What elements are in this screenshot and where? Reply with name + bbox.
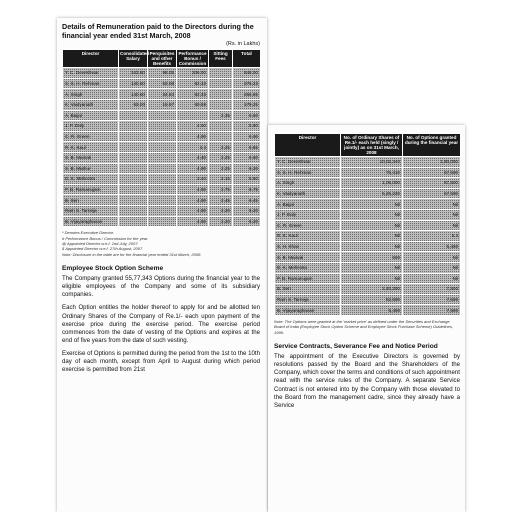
value-cell: 34.63 xyxy=(148,89,177,100)
column-header: No. of Ordinary Shares of Re.1/- each held (singly / jointly) as on 31st March, 2008 xyxy=(341,134,403,157)
value-cell: 98.05 xyxy=(148,68,177,79)
value-cell: 206.00 xyxy=(177,68,209,79)
value-cell xyxy=(148,142,177,153)
value-cell: 6.20 xyxy=(233,205,261,216)
remuneration-row xyxy=(63,216,261,227)
shareholding-note: Note: The Options were granted at the 'market price' as defined under the Securities and Exchange Board of India (Employee Stock Option Scheme and Employee Stock Purchase Scheme) Guidelines, 1999. xyxy=(274,318,453,335)
director-name-cell: B. Vijayaraghavan xyxy=(275,305,341,316)
value-cell: 75,410 xyxy=(341,167,403,178)
value-cell: Nil xyxy=(403,273,461,284)
director-name-cell: P. B. Ramanujam xyxy=(275,273,341,284)
column-header: Total xyxy=(233,50,261,68)
director-name-cell: S. B. Mathur xyxy=(63,163,119,174)
director-name-cell: B. Sen xyxy=(275,284,341,295)
value-cell: 6.20 xyxy=(233,163,261,174)
value-cell: 4.40 xyxy=(177,152,209,163)
footnote-line: Note: Disclosure in the table are for the financial year ended 31st March, 2008. xyxy=(62,251,202,257)
value-cell: 4.00 xyxy=(177,184,209,195)
director-name-cell: S. B. Mainak xyxy=(275,252,341,263)
remuneration-table xyxy=(62,49,261,227)
shareholding-row xyxy=(275,262,461,273)
value-cell xyxy=(209,89,233,100)
value-cell: Nil xyxy=(403,199,461,210)
value-cell xyxy=(119,152,148,163)
value-cell xyxy=(119,184,148,195)
value-cell: 2.75 xyxy=(209,184,233,195)
remuneration-row xyxy=(63,163,261,174)
value-cell: 82.33 xyxy=(177,78,209,89)
remuneration-row xyxy=(63,131,261,142)
value-cell: 2.25 xyxy=(209,142,233,153)
value-cell: 6.75 xyxy=(233,184,261,195)
director-name-cell: C. R. Green xyxy=(63,131,119,142)
column-header: Sitting Fees xyxy=(209,50,233,68)
value-cell: 5,4 xyxy=(403,231,461,242)
remuneration-row xyxy=(63,99,261,110)
shareholding-row xyxy=(275,294,461,305)
director-name-cell: A. Singh xyxy=(63,89,119,100)
value-cell: Nil xyxy=(403,252,461,263)
value-cell: 6.65 xyxy=(233,142,261,153)
shareholding-row xyxy=(275,273,461,284)
value-cell: 4.00 xyxy=(177,131,209,142)
value-cell: 2,40,200 xyxy=(341,284,403,295)
value-cell: 2.15 xyxy=(209,174,233,185)
director-name-cell: B. Sen xyxy=(63,195,119,206)
value-cell: 4.00 xyxy=(177,216,209,227)
service-contracts-title: Service Contracts, Severance Fee and Notice Period xyxy=(274,343,438,351)
shareholding-row xyxy=(275,157,461,168)
value-cell: 1,80,000 xyxy=(403,157,461,168)
remuneration-row xyxy=(63,121,261,132)
value-cell xyxy=(209,78,233,89)
value-cell: 1,05,000 xyxy=(341,178,403,189)
remuneration-row xyxy=(63,174,261,185)
footnote-line: $ Appointed Director w.e.f. 27th August, 2007. xyxy=(62,246,144,252)
column-header: Perquisites and other Benefits xyxy=(148,50,177,68)
value-cell xyxy=(119,205,148,216)
remuneration-row xyxy=(63,184,261,195)
value-cell: Nil xyxy=(341,262,403,273)
value-cell xyxy=(119,163,148,174)
value-cell: 53.08 xyxy=(148,78,177,89)
value-cell: 5.50 xyxy=(233,174,261,185)
director-name-cell: Y. C. Deveshwar xyxy=(63,68,119,79)
value-cell: 67,500 xyxy=(403,188,461,199)
value-cell xyxy=(148,131,177,142)
value-cell: 6.20 xyxy=(233,216,261,227)
director-name-cell: Ram S. Tarneja xyxy=(63,205,119,216)
value-cell: 52,500 xyxy=(341,294,403,305)
remuneration-row xyxy=(63,195,261,206)
director-name-cell: A. Baijal xyxy=(63,110,119,121)
shareholding-table xyxy=(274,133,461,316)
value-cell xyxy=(119,131,148,142)
value-cell: 10,02,340 xyxy=(341,157,403,168)
unit-label: (Rs. in Lakhs) xyxy=(226,41,260,48)
value-cell: 6.00 xyxy=(233,131,261,142)
director-name-cell: Y. C. Deveshwar xyxy=(275,157,341,168)
remuneration-heading: Details of Remuneration paid to the Directors during the financial year ended 31st March, 2008 xyxy=(62,22,254,40)
service-contracts-paragraph: The appointment of the Executive Directors is governed by resolutions passed by the Board and the Shareholders of the Company, which cover the terms and conditions of such appointment read with the service rules of the Company. A separate Service Contract is not entered into by the Company with those elevated to the Board from the management cadre, since they already have a Service xyxy=(274,353,460,409)
footnote-line: # Performance Bonus / Commission for the year. xyxy=(62,235,149,241)
director-name-cell: B. Vijayaraghavan xyxy=(63,216,119,227)
value-cell: 5.90 xyxy=(233,121,261,132)
value-cell: Nil xyxy=(341,231,403,242)
director-name-cell: S. S. H. Rehman xyxy=(63,78,119,89)
value-cell: 2.20 xyxy=(209,216,233,227)
shareholding-row xyxy=(275,252,461,263)
remuneration-row xyxy=(63,142,261,153)
value-cell: 5,25,220 xyxy=(341,188,403,199)
footnotes xyxy=(62,230,260,257)
value-cell: 67,500 xyxy=(403,167,461,178)
value-cell: 140.60 xyxy=(119,89,148,100)
esos-paragraph: Exercise of Options is permitted during the period from the 1st to the 10th day of each month, except from April to August during which period exercise is permitted from 21st xyxy=(62,349,260,374)
director-name-cell: K. Vaidyanath xyxy=(63,99,119,110)
value-cell: Nil xyxy=(403,209,461,220)
value-cell: 7,500 xyxy=(403,294,461,305)
shareholding-row xyxy=(275,220,461,231)
director-name-cell: S. B. Mainak xyxy=(63,152,119,163)
value-cell: 4.00 xyxy=(177,121,209,132)
value-cell xyxy=(148,152,177,163)
value-cell: Nil xyxy=(341,220,403,231)
value-cell xyxy=(148,195,177,206)
value-cell: 5,400 xyxy=(403,241,461,252)
value-cell: Nil xyxy=(403,220,461,231)
shareholding-row xyxy=(275,305,461,316)
value-cell: 4.00 xyxy=(177,163,209,174)
value-cell: 140.60 xyxy=(119,78,148,89)
value-cell: Nil xyxy=(341,273,403,284)
shareholding-header-row xyxy=(275,134,461,157)
value-cell xyxy=(119,195,148,206)
column-header: Performance Bonus / Commission xyxy=(178,51,207,67)
shareholding-row xyxy=(275,209,461,220)
shareholding-row xyxy=(275,241,461,252)
value-cell xyxy=(148,121,177,132)
director-name-cell: D. K. Mehrotra xyxy=(63,174,119,185)
shareholding-row xyxy=(275,199,461,210)
shareholding-row xyxy=(275,188,461,199)
director-name-cell: J. P. Daly xyxy=(275,209,341,220)
value-cell xyxy=(209,121,233,132)
shareholding-row xyxy=(275,284,461,295)
director-name-cell: Ram S. Tarneja xyxy=(275,294,341,305)
left-page-content xyxy=(62,23,260,379)
value-cell: 343.60 xyxy=(119,68,148,79)
esos-paragraphs xyxy=(62,275,260,374)
remuneration-header-row xyxy=(63,50,261,68)
shareholding-row xyxy=(275,231,461,242)
value-cell: 3.40 xyxy=(177,174,209,185)
value-cell: 648.00 xyxy=(233,68,261,79)
shareholding-body xyxy=(275,157,461,316)
esos-paragraph: Each Option entitles the holder thereof to apply for and be allotted ten Ordinary Shares of the Company of Re.1/- each upon payment of the exercise price during the exercise period. The exercise period commences from the date of vesting of the Options and expires at the end of five years from the date of such vesting. xyxy=(62,304,260,344)
value-cell: 2.35 xyxy=(209,110,233,121)
value-cell: 82.33 xyxy=(177,89,209,100)
director-name-cell: P. B. Ramanujam xyxy=(63,184,119,195)
director-name-cell: C. R. Green xyxy=(275,220,341,231)
value-cell xyxy=(119,110,148,121)
value-cell xyxy=(148,163,177,174)
value-cell: 67,500 xyxy=(403,178,461,189)
value-cell xyxy=(119,142,148,153)
column-header: No. of Options granted during the financial year xyxy=(403,134,461,157)
value-cell: 256.65 xyxy=(233,89,261,100)
value-cell: 7,500 xyxy=(403,284,461,295)
director-name-cell: S. H. Khan xyxy=(275,241,341,252)
value-cell: 179.25 xyxy=(233,99,261,110)
right-page-content xyxy=(274,133,460,415)
value-cell xyxy=(177,110,209,121)
remuneration-row xyxy=(63,110,261,121)
value-cell: 2.20 xyxy=(209,205,233,216)
director-name-cell: R. K. Kaul xyxy=(275,231,341,242)
value-cell: 4.00 xyxy=(177,195,209,206)
value-cell xyxy=(119,174,148,185)
value-cell: 276.23 xyxy=(233,78,261,89)
director-name-cell: D. K. Mehrotra xyxy=(275,262,341,273)
value-cell xyxy=(119,216,148,227)
value-cell xyxy=(209,131,233,142)
value-cell: 63.00 xyxy=(119,99,148,110)
esos-paragraph: The Company granted 55,77,343 Options during the financial year to the eligible employees of the Company and some of its subsidiary companies. xyxy=(62,275,260,299)
value-cell: 16.67 xyxy=(148,99,177,110)
remuneration-body xyxy=(63,68,261,227)
value-cell: Nil xyxy=(341,241,403,252)
value-cell: 2.45 xyxy=(209,195,233,206)
value-cell: 60.58 xyxy=(177,99,209,110)
director-name-cell: K. Vaidyanath xyxy=(275,188,341,199)
remuneration-row xyxy=(63,89,261,100)
value-cell: 6.45 xyxy=(233,195,261,206)
column-header: Director xyxy=(63,50,119,68)
value-cell: 6.50 xyxy=(233,110,261,121)
value-cell: 7,500 xyxy=(403,305,461,316)
value-cell: Nil xyxy=(341,209,403,220)
director-name-cell: A. Baijal xyxy=(275,199,341,210)
value-cell: Nil xyxy=(403,262,461,273)
esos-section-title: Employee Stock Option Scheme xyxy=(62,265,164,273)
column-header: Director xyxy=(275,134,341,157)
value-cell: 6.60 xyxy=(233,152,261,163)
value-cell: 4.4 xyxy=(177,142,209,153)
value-cell xyxy=(148,110,177,121)
value-cell: 2.25 xyxy=(209,152,233,163)
remuneration-row xyxy=(63,78,261,89)
value-cell xyxy=(148,216,177,227)
director-name-cell: J. P. Daly xyxy=(63,121,119,132)
value-cell xyxy=(209,68,233,79)
director-name-cell: S. S. H. Rehman xyxy=(275,167,341,178)
remuneration-row xyxy=(63,205,261,216)
value-cell xyxy=(148,184,177,195)
remuneration-row xyxy=(63,68,261,79)
footnote-line: @ Appointed Director w.e.f. 2nd July, 2007. xyxy=(62,240,139,246)
column-header: Consolidated Salary xyxy=(119,50,148,68)
director-name-cell: R. K. Kaul xyxy=(63,142,119,153)
value-cell xyxy=(148,174,177,185)
director-name-cell: A. Singh xyxy=(275,178,341,189)
value-cell: Nil xyxy=(341,199,403,210)
right-page xyxy=(268,125,465,512)
value-cell: 2.25 xyxy=(209,163,233,174)
remuneration-row xyxy=(63,152,261,163)
footnote-line: * Denotes Executive Director. xyxy=(62,230,115,236)
left-page xyxy=(57,18,267,512)
value-cell: 4.00 xyxy=(177,205,209,216)
value-cell: 500 xyxy=(341,252,403,263)
value-cell: 5,400 xyxy=(341,305,403,316)
value-cell xyxy=(209,99,233,110)
shareholding-row xyxy=(275,167,461,178)
value-cell xyxy=(119,121,148,132)
value-cell xyxy=(148,205,177,216)
shareholding-row xyxy=(275,178,461,189)
